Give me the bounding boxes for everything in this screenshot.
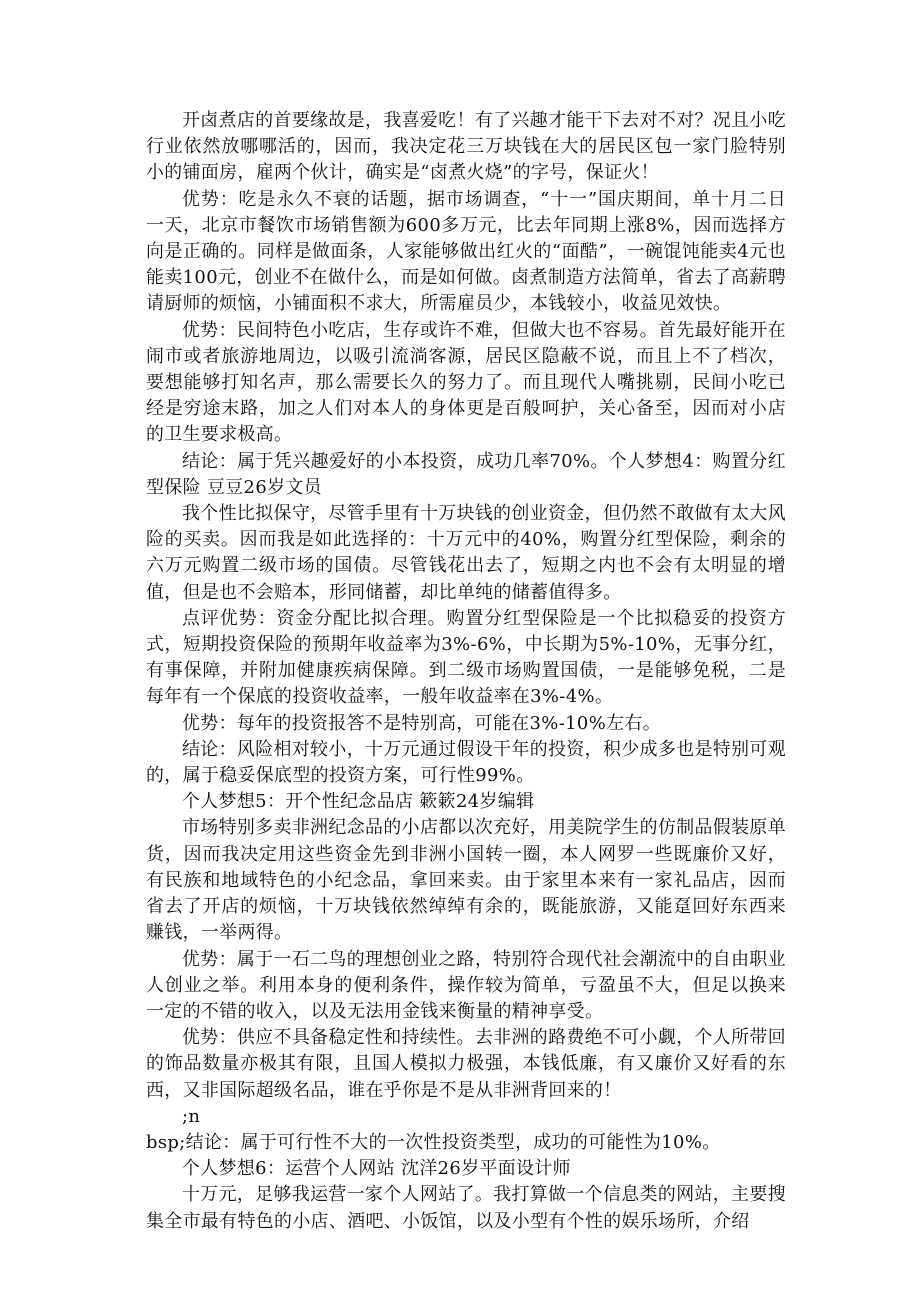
paragraph: 开卤煮店的首要缘故是，我喜爱吃！有了兴趣才能干下去对不对？况且小吃行业依然放哪哪活的，因而，我决定花三万块钱在大的居民区包一家门脸特别小的铺面房，雇两个伙计，确实是“卤煮火烧”的字号，保证火！ bbox=[146, 110, 786, 184]
paragraph: 十万元，足够我运营一家个人网站了。我打算做一个信息类的网站，主要搜集全市最有特色的小店、酒吧、小饭馆，以及小型有个性的娱乐场所，介绍 bbox=[146, 1184, 786, 1232]
paragraph: 优势：每年的投资报答不是特别高，可能在3%-10%左右。 bbox=[182, 712, 661, 734]
paragraph: 我个性比拟保守，尽管手里有十万块钱的创业资金，但仍然不敢做有太大风险的买卖。因而我是如此选择的：十万元中的40%，购置分红型保险，剩余的六万元购置二级市场的国债。尽管钱花出去了，短期之内也不会有太明显的增值，但是也不会赔本，形同储蓄，却比单纯的储蓄值得多。 bbox=[146, 503, 786, 603]
paragraph: 优势：供应不具备稳定性和持续性。去非洲的路费绝不可小觑，个人所带回的饰品数量亦极其有限，且国人模拟力极强，本钱低廉，有又廉价又好看的东西，又非国际超级名品，谁在乎你是不是从非洲背回来的！ bbox=[146, 1027, 786, 1101]
paragraph: 点评优势：资金分配比拟合理。购置分红型保险是一个比拟稳妥的投资方式，短期投资保险的预期年收益率为3%-6%，中长期为5%-10%，无事分红，有事保障，并附加健康疾病保障。到二级市场购置国债，一是能够免税，二是每年有一个保底的投资收益率，一般年收益率在3%-4%。 bbox=[146, 607, 786, 708]
paragraph: 结论：风险相对较小，十万元通过假设干年的投资，积少成多也是特别可观的，属于稳妥保底型的投资方案，可行性99%。 bbox=[146, 738, 786, 787]
paragraph: 市场特别多卖非洲纪念品的小店都以次充好，用美院学生的仿制品假装原单货，因而我决定用这些资金先到非洲小国转一圈，本人网罗一些既廉价又好，有民族和地域特色的小纪念品，拿回来卖。由于家里本来有一家礼品店，因而省去了开店的烦恼，十万块钱依然绰绰有余的，既能旅游，又能趸回好东西来赚钱，一举两得。 bbox=[146, 817, 786, 944]
paragraph: ;n bbox=[182, 1105, 201, 1127]
document-body bbox=[146, 108, 786, 1235]
paragraph: bsp;结论：属于可行性不大的一次性投资类型，成功的可能性为10%。 bbox=[146, 1131, 721, 1153]
paragraph: 优势：民间特色小吃店，生存或许不难，但做大也不容易。首先最好能开在闹市或者旅游地周边，以吸引流淌客源，居民区隐蔽不说，而且上不了档次，要想能够打知名声，那么需要长久的努力了。而且现代人嘴挑剔，民间小吃已经是穷途末路，加之人们对本人的身体更是百般呵护，关心备至，因而对小店的卫生要求极高。 bbox=[146, 319, 786, 446]
paragraph: 结论：属于凭兴趣爱好的小本投资，成功几率70%。个人梦想4：购置分红型保险 豆豆26岁文员 bbox=[146, 450, 786, 498]
paragraph: 个人梦想6：运营个人网站 沈洋26岁平面设计师 bbox=[182, 1158, 571, 1180]
paragraph: 优势：吃是永久不衰的话题，据市场调查，“十一”国庆期间，单十月二日一天，北京市餐饮市场销售额为600多万元，比去年同期上涨8%，因而选择方向是正确的。同样是做面条，人家能够做出红火的“面酷”，一碗馄饨能卖4元也能卖100元，创业不在做什么，而是如何做。卤煮制造方法简单，省去了高薪聘请厨师的烦恼，小铺面积不求大，所需雇员少，本钱较小，收益见效快。 bbox=[146, 188, 786, 315]
paragraph: 个人梦想5：开个性纪念品店 簌簌24岁编辑 bbox=[182, 791, 535, 813]
paragraph: 优势：属于一石二鸟的理想创业之路，特别符合现代社会潮流中的自由职业人创业之举。利用本身的便利条件，操作较为简单，亏盈虽不大，但足以换来一定的不错的收入，以及无法用金钱来衡量的精神享受。 bbox=[146, 948, 786, 1022]
